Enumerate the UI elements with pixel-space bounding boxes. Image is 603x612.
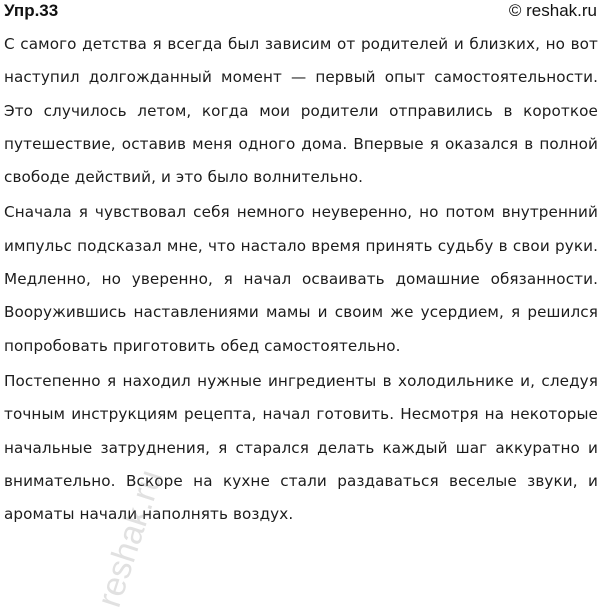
page-header (4, 0, 597, 24)
paragraph-3: Постепенно я находил нужные ингредиенты в холодильнике и, следуя точным инструкциям рецепта, начал готовить. Несмотря на некоторые начальные затруднения, я старался делать каждый шаг аккуратно и внимательно. Вскоре на кухне стали раздаваться веселые звуки, и ароматы начали наполнять воздух. (4, 371, 598, 524)
exercise-title: Упр.33 (4, 1, 59, 20)
source-credit: © reshak.ru (508, 1, 597, 20)
paragraph-1: С самого детства я всегда был зависим от родителей и близких, но вот наступил долгожданный момент — первый опыт самостоятельности. Это случилось летом, когда мои родители отправились в короткое путешествие, оставив меня одного дома. Впервые я оказался в полной свободе действий, и это было волнительно. (4, 35, 598, 187)
watermark: reshak.ru (90, 465, 170, 612)
paragraph-2: Сначала я чувствовал себя немного неуверенно, но потом внутренний импульс подсказал мне, что настало время принять судьбу в свои руки. Медленно, но уверенно, я начал осваивать домашние обязанности. Вооружившись наставлениями мамы и своим же усердием, я решился попробовать приготовить обед самостоятельно. (4, 203, 598, 355)
essay-text (4, 28, 598, 533)
